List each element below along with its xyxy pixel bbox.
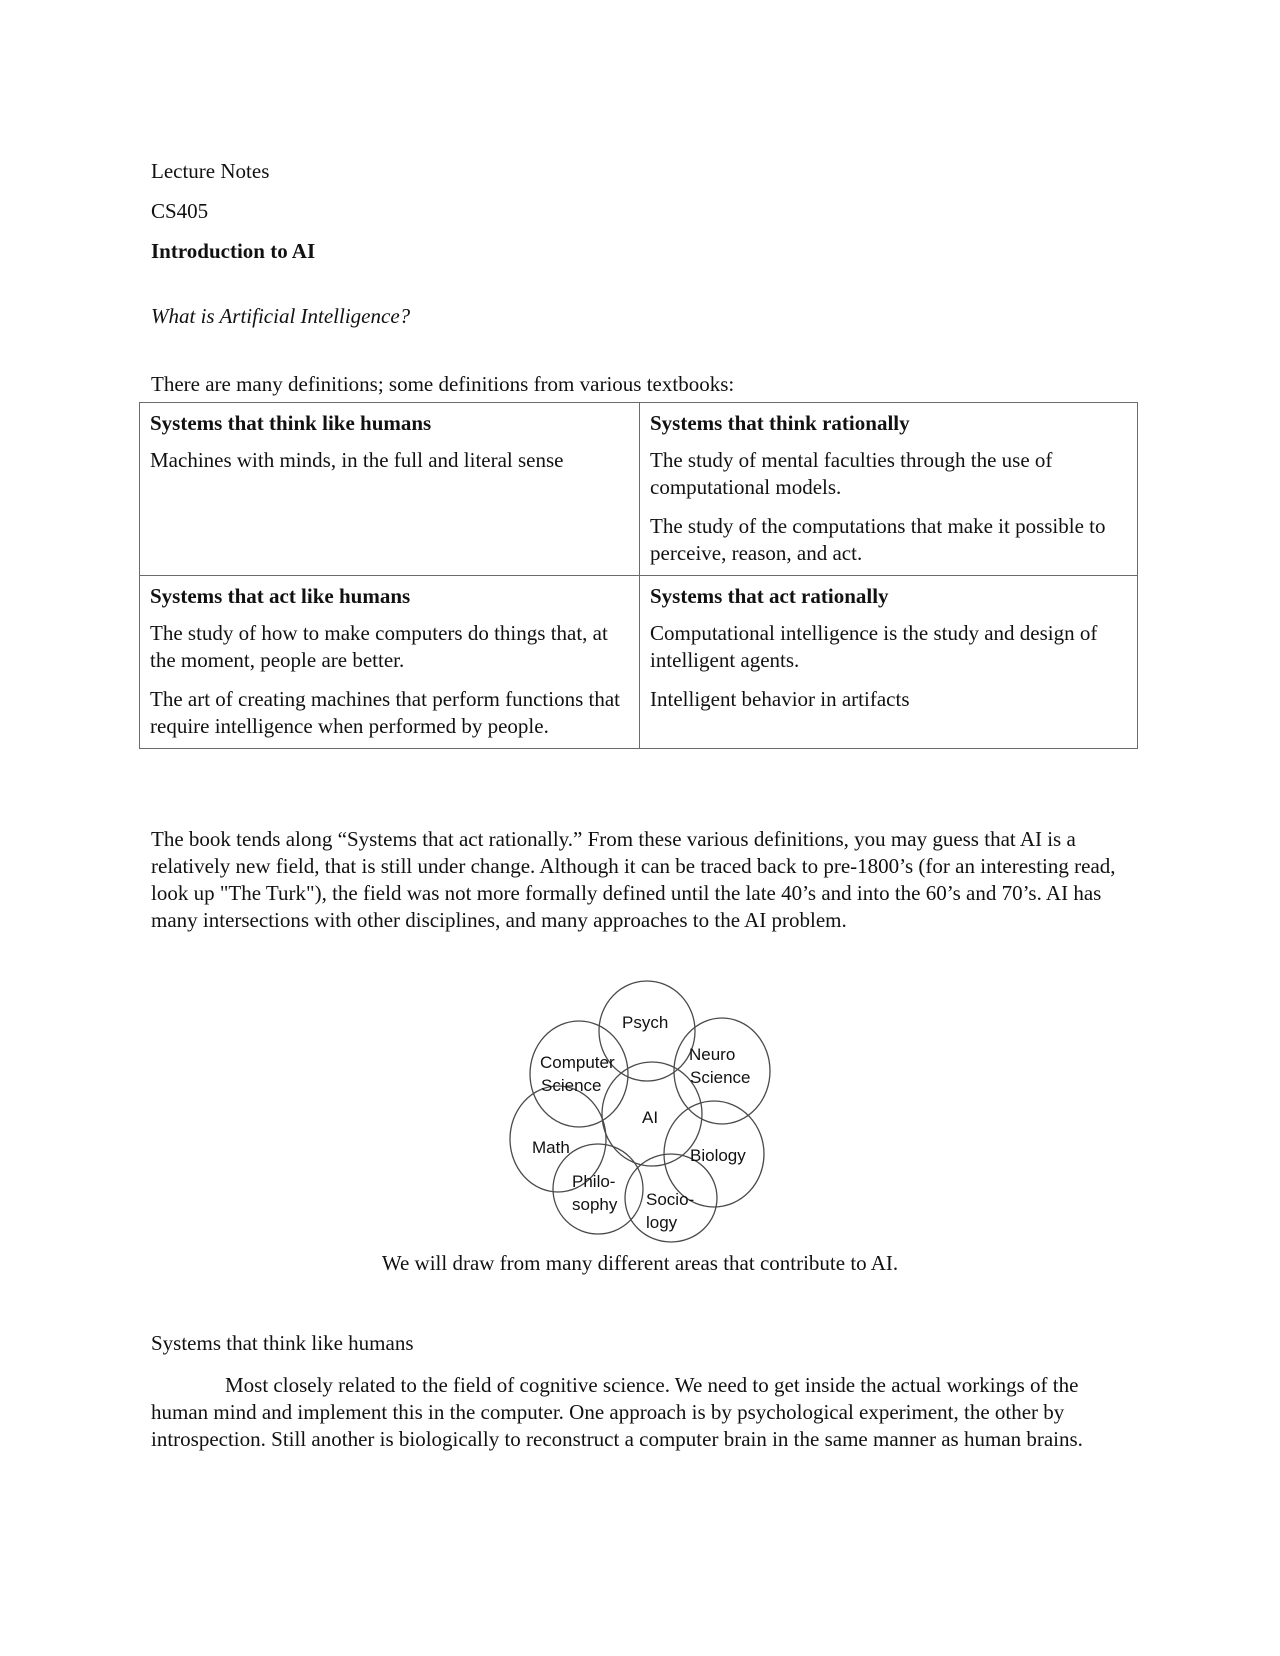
- cell-act-humans: [140, 576, 640, 749]
- cell-heading: Systems that think like humans: [150, 411, 432, 435]
- definition-text: Computational intelligence is the study and design of intelligent agents.: [650, 621, 1098, 672]
- definition-text: The study of mental faculties through the use of computational models.: [650, 448, 1053, 499]
- definition-text: The art of creating machines that perform functions that require intelligence when performed by people.: [150, 687, 620, 738]
- definition-text: Machines with minds, in the full and literal sense: [150, 448, 564, 472]
- document-title: Introduction to AI: [151, 239, 316, 263]
- cell-heading: Systems that act like humans: [150, 584, 411, 608]
- label-ai: AI: [642, 1108, 659, 1127]
- label-psych: Psych: [622, 1013, 669, 1032]
- course-code: CS405: [151, 199, 209, 223]
- cell-act-rationally: [640, 576, 1138, 749]
- disciplines-diagram: [500, 964, 780, 1254]
- label-philosophy: Philo-: [572, 1172, 616, 1191]
- circle-computer-science: [530, 1021, 628, 1127]
- section-heading: Systems that think like humans: [151, 1331, 414, 1355]
- label-computer-science: Computer: [540, 1053, 615, 1072]
- label-math: Math: [532, 1138, 570, 1157]
- definition-text: Intelligent behavior in artifacts: [650, 687, 910, 711]
- label-sociology: Socio-: [646, 1190, 695, 1209]
- body-paragraph: Most closely related to the field of cognitive science. We need to get inside the actual workings of the human mind and implement this in the computer. One approach is by psychological experiment, the other by introspection. Still another is biologically to reconstruct a computer brain in the same manner as human brains.: [151, 1373, 1083, 1451]
- definitions-table: [139, 402, 1138, 749]
- label-philosophy: sophy: [572, 1195, 618, 1214]
- definition-text: The study of how to make computers do things that, at the moment, people are better.: [150, 621, 608, 672]
- intro-text: There are many definitions; some definitions from various textbooks:: [151, 372, 735, 396]
- label-neuro-science: Neuro: [689, 1045, 736, 1064]
- cell-think-humans: [140, 403, 640, 576]
- table-row: [140, 403, 1138, 576]
- definition-text: The study of the computations that make it possible to perceive, reason, and act.: [650, 514, 1106, 565]
- cell-heading: Systems that act rationally: [650, 584, 889, 608]
- cell-think-rationally: [640, 403, 1138, 576]
- label-biology: Biology: [690, 1146, 746, 1165]
- doc-type-label: Lecture Notes: [151, 159, 270, 183]
- table-row: [140, 576, 1138, 749]
- cell-heading: Systems that think rationally: [650, 411, 910, 435]
- diagram-caption: We will draw from many different areas that contribute to AI.: [381, 1251, 899, 1275]
- label-sociology: logy: [646, 1213, 678, 1232]
- label-computer-science: Science: [541, 1076, 602, 1095]
- label-neuro-science: Science: [690, 1068, 751, 1087]
- body-paragraph: The book tends along “Systems that act rationally.” From these various definitions, you may guess that AI is a relatively new field, that is still under change. Although it can be traced back to pre-1800’s (for an interesting read, look up "The Turk"), the field was not more formally defined until the late 40’s and into the 60’s and 70’s. AI has many intersections with other disciplines, and many approaches to the AI problem.: [151, 827, 1116, 932]
- section-question: What is Artificial Intelligence?: [151, 304, 411, 328]
